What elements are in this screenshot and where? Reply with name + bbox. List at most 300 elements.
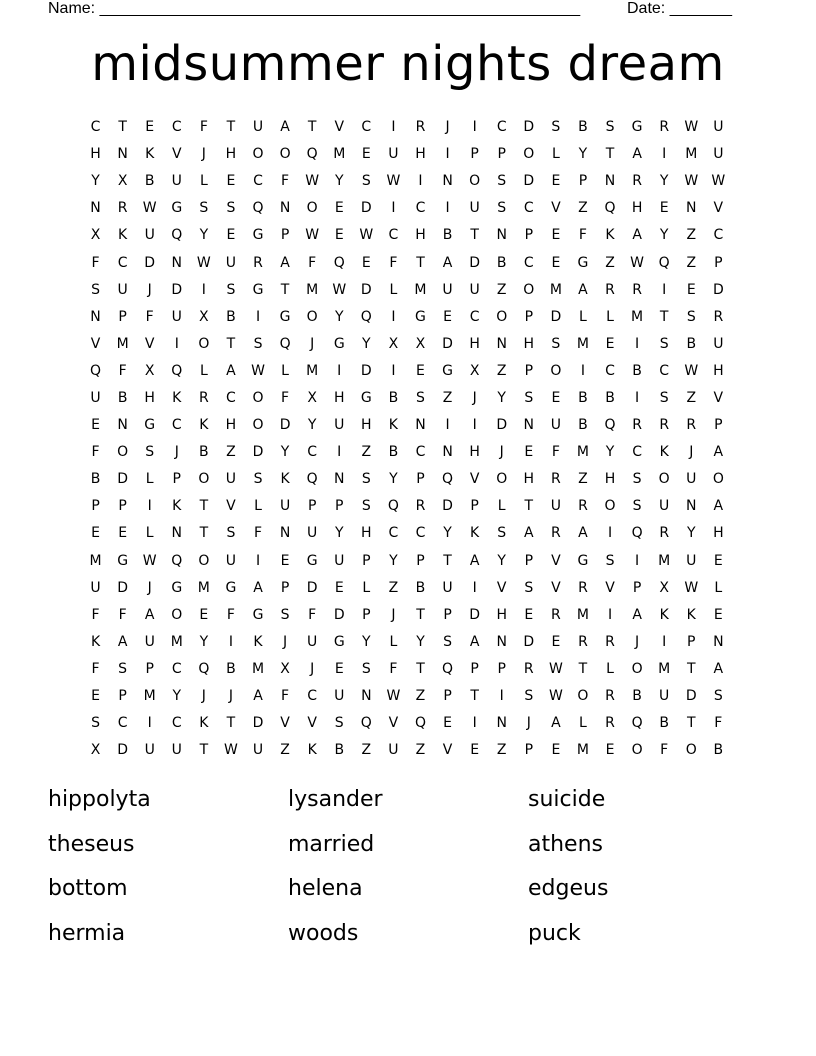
grid-letter: E bbox=[713, 606, 723, 623]
grid-letter: G bbox=[333, 335, 345, 352]
grid-letter: K bbox=[90, 633, 101, 650]
grid-letter: F bbox=[91, 606, 100, 623]
grid-letter: D bbox=[469, 606, 481, 623]
grid-letter: I bbox=[255, 552, 261, 569]
grid-letter: L bbox=[714, 579, 723, 596]
grid-letter: K bbox=[118, 227, 128, 244]
grid-letter: S bbox=[632, 471, 642, 488]
grid-letter: K bbox=[145, 146, 155, 163]
grid-letter: S bbox=[551, 335, 561, 352]
grid-letter: U bbox=[225, 471, 237, 488]
grid-letter: C bbox=[171, 715, 182, 732]
word-list-item: theseus bbox=[48, 831, 135, 857]
grid-letter: P bbox=[172, 471, 181, 488]
grid-letter: S bbox=[361, 498, 371, 515]
grid-letter: Y bbox=[199, 227, 209, 244]
grid-row bbox=[82, 304, 732, 331]
grid-letter: N bbox=[171, 525, 183, 542]
grid-letter: I bbox=[662, 146, 667, 163]
grid-letter: W bbox=[386, 173, 401, 190]
grid-letter: C bbox=[659, 362, 670, 379]
grid-letter: G bbox=[306, 552, 318, 569]
grid-letter: Y bbox=[307, 417, 317, 434]
grid-letter: O bbox=[658, 471, 670, 488]
grid-letter: E bbox=[91, 688, 100, 705]
grid-letter: I bbox=[635, 389, 640, 406]
grid-letter: W bbox=[359, 227, 374, 244]
grid-letter: H bbox=[713, 525, 724, 542]
grid-letter: O bbox=[306, 200, 318, 217]
grid-letter: D bbox=[442, 498, 453, 515]
grid-letter: U bbox=[144, 633, 155, 650]
grid-letter: B bbox=[117, 389, 128, 406]
grid-letter: C bbox=[171, 417, 182, 434]
grid-letter: B bbox=[496, 254, 507, 271]
grid-letter: M bbox=[549, 281, 562, 298]
grid-letter: J bbox=[689, 444, 694, 461]
grid-letter: C bbox=[171, 660, 182, 677]
grid-letter: E bbox=[605, 335, 615, 352]
grid-letter: X bbox=[469, 362, 480, 379]
grid-letter: H bbox=[604, 471, 616, 488]
grid-letter: P bbox=[578, 173, 588, 190]
grid-letter: A bbox=[280, 254, 290, 271]
grid-letter: Y bbox=[443, 525, 452, 542]
grid-letter: Z bbox=[686, 227, 697, 244]
grid-letter: N bbox=[90, 200, 101, 217]
grid-letter: W bbox=[332, 281, 347, 298]
grid-letter: N bbox=[442, 173, 453, 190]
grid-letter: D bbox=[685, 688, 697, 705]
grid-letter: E bbox=[551, 254, 561, 271]
grid-letter: G bbox=[252, 606, 264, 623]
grid-letter: C bbox=[307, 444, 318, 461]
grid-letter: I bbox=[445, 200, 450, 217]
grid-letter: X bbox=[90, 742, 101, 759]
grid-row bbox=[82, 358, 732, 385]
grid-letter: T bbox=[199, 498, 209, 515]
grid-letter: T bbox=[416, 606, 425, 623]
grid-letter: F bbox=[199, 119, 208, 136]
grid-row bbox=[82, 737, 732, 764]
grid-letter: K bbox=[307, 742, 317, 759]
grid-letter: J bbox=[472, 389, 477, 406]
grid-letter: H bbox=[361, 417, 372, 434]
grid-letter: V bbox=[90, 335, 101, 352]
grid-letter: T bbox=[226, 715, 236, 732]
grid-letter: P bbox=[280, 227, 290, 244]
grid-letter: V bbox=[307, 715, 317, 732]
word-list-item: lysander bbox=[288, 787, 383, 813]
grid-letter: F bbox=[91, 254, 100, 271]
grid-letter: O bbox=[496, 308, 508, 325]
grid-letter: E bbox=[551, 389, 561, 406]
grid-letter: U bbox=[659, 688, 670, 705]
grid-letter: W bbox=[305, 227, 320, 244]
grid-letter: D bbox=[469, 254, 481, 271]
grid-row bbox=[82, 466, 732, 493]
grid-letter: V bbox=[605, 579, 615, 596]
grid-letter: V bbox=[551, 552, 561, 569]
grid-letter: N bbox=[496, 335, 507, 352]
grid-letter: S bbox=[497, 525, 507, 542]
grid-letter: X bbox=[199, 308, 209, 325]
grid-letter: R bbox=[605, 281, 615, 298]
grid-letter: E bbox=[659, 200, 669, 217]
grid-letter: N bbox=[90, 308, 101, 325]
grid-letter: Q bbox=[604, 200, 616, 217]
grid-letter: A bbox=[713, 498, 724, 515]
grid-letter: U bbox=[144, 742, 155, 759]
grid-letter: U bbox=[279, 498, 291, 515]
page-title: midsummer nights dream bbox=[91, 36, 725, 92]
grid-letter: E bbox=[524, 606, 534, 623]
grid-letter: D bbox=[550, 308, 562, 325]
grid-letter: T bbox=[199, 525, 209, 542]
grid-letter: O bbox=[117, 444, 129, 461]
grid-letter: K bbox=[172, 389, 182, 406]
grid-letter: B bbox=[686, 335, 697, 352]
grid-letter: L bbox=[497, 498, 506, 515]
grid-letter: I bbox=[472, 417, 477, 434]
grid-letter: F bbox=[714, 715, 723, 732]
grid-letter: J bbox=[445, 119, 450, 136]
grid-letter: F bbox=[578, 227, 587, 244]
grid-letter: R bbox=[551, 525, 561, 542]
grid-letter: Q bbox=[360, 308, 372, 325]
grid-letter: Z bbox=[686, 254, 697, 271]
grid-letter: E bbox=[551, 742, 561, 759]
grid-letter: Y bbox=[497, 552, 506, 569]
grid-letter: S bbox=[91, 281, 100, 298]
grid-letter: A bbox=[226, 362, 236, 379]
grid-letter: O bbox=[306, 308, 318, 325]
grid-letter: X bbox=[307, 389, 317, 406]
grid-letter: E bbox=[334, 200, 344, 217]
grid-letter: P bbox=[687, 633, 696, 650]
grid-letter: O bbox=[198, 552, 210, 569]
grid-letter: M bbox=[116, 335, 129, 352]
grid-letter: U bbox=[686, 552, 697, 569]
grid-letter: T bbox=[470, 227, 479, 244]
grid-row bbox=[82, 195, 732, 222]
grid-letter: W bbox=[305, 173, 320, 190]
grid-letter: P bbox=[524, 308, 534, 325]
grid-letter: J bbox=[310, 660, 315, 677]
grid-letter: W bbox=[251, 362, 265, 379]
grid-letter: B bbox=[388, 444, 399, 461]
grid-row bbox=[82, 331, 732, 358]
grid-letter: L bbox=[199, 173, 208, 190]
grid-letter: U bbox=[713, 335, 724, 352]
grid-letter: J bbox=[526, 715, 531, 732]
grid-letter: R bbox=[415, 119, 426, 136]
word-list-item: edgeus bbox=[528, 876, 609, 902]
grid-letter: I bbox=[635, 552, 640, 569]
grid-letter: L bbox=[145, 525, 154, 542]
grid-letter: G bbox=[279, 308, 291, 325]
grid-letter: E bbox=[280, 552, 290, 569]
grid-letter: Q bbox=[442, 471, 454, 488]
grid-letter: Y bbox=[334, 173, 344, 190]
grid-letter: Z bbox=[415, 742, 426, 759]
grid-letter: I bbox=[391, 119, 396, 136]
grid-letter: T bbox=[280, 281, 290, 298]
grid-letter: M bbox=[197, 579, 210, 596]
word-list-item: helena bbox=[288, 876, 363, 902]
grid-letter: A bbox=[442, 254, 453, 271]
grid-letter: H bbox=[469, 335, 480, 352]
grid-letter: O bbox=[252, 146, 264, 163]
grid-letter: W bbox=[142, 200, 157, 217]
grid-letter: J bbox=[228, 688, 233, 705]
grid-letter: G bbox=[333, 633, 345, 650]
grid-letter: C bbox=[415, 200, 426, 217]
grid-letter: E bbox=[118, 525, 128, 542]
grid-letter: R bbox=[117, 200, 128, 217]
grid-letter: L bbox=[579, 308, 587, 325]
grid-letter: V bbox=[713, 200, 724, 217]
grid-letter: D bbox=[360, 281, 372, 298]
grid-letter: I bbox=[174, 335, 179, 352]
grid-letter: U bbox=[307, 633, 318, 650]
grid-letter: L bbox=[389, 633, 398, 650]
grid-letter: T bbox=[199, 742, 209, 759]
grid-letter: R bbox=[686, 417, 697, 434]
grid-letter: C bbox=[388, 525, 399, 542]
grid-letter: P bbox=[335, 498, 344, 515]
grid-letter: H bbox=[90, 146, 101, 163]
grid-letter: W bbox=[386, 688, 401, 705]
grid-letter: A bbox=[713, 660, 724, 677]
grid-letter: Q bbox=[198, 660, 210, 677]
grid-letter: K bbox=[659, 606, 669, 623]
grid-letter: P bbox=[470, 146, 479, 163]
word-list bbox=[48, 778, 768, 956]
grid-letter: E bbox=[443, 715, 452, 732]
grid-letter: B bbox=[713, 742, 724, 759]
grid-letter: W bbox=[196, 254, 211, 271]
grid-letter: S bbox=[334, 715, 344, 732]
grid-letter: W bbox=[630, 254, 645, 271]
grid-letter: X bbox=[280, 660, 290, 677]
grid-letter: U bbox=[117, 281, 128, 298]
grid-letter: N bbox=[523, 417, 535, 434]
grid-letter: P bbox=[714, 417, 723, 434]
grid-letter: W bbox=[548, 660, 563, 677]
grid-letter: K bbox=[253, 633, 263, 650]
grid-letter: G bbox=[577, 552, 589, 569]
grid-letter: O bbox=[252, 389, 264, 406]
grid-letter: U bbox=[171, 308, 182, 325]
grid-letter: B bbox=[144, 173, 155, 190]
grid-letter: T bbox=[226, 119, 236, 136]
grid-letter: J bbox=[147, 579, 152, 596]
grid-letter: Y bbox=[578, 146, 588, 163]
grid-letter: G bbox=[171, 579, 183, 596]
grid-letter: C bbox=[469, 308, 480, 325]
grid-letter: O bbox=[712, 471, 724, 488]
grid-letter: B bbox=[226, 308, 236, 325]
grid-letter: I bbox=[147, 498, 152, 515]
grid-letter: C bbox=[253, 173, 263, 190]
grid-letter: K bbox=[199, 715, 209, 732]
grid-letter: Y bbox=[659, 227, 669, 244]
grid-letter: C bbox=[605, 362, 615, 379]
grid-letter: Y bbox=[362, 335, 371, 352]
grid-letter: I bbox=[472, 119, 477, 136]
grid-letter: T bbox=[443, 552, 452, 569]
grid-row bbox=[82, 114, 732, 141]
grid-letter: O bbox=[631, 742, 643, 759]
grid-letter: C bbox=[632, 444, 642, 461]
grid-letter: S bbox=[524, 688, 534, 705]
grid-letter: S bbox=[443, 633, 452, 650]
grid-letter: P bbox=[470, 660, 479, 677]
grid-letter: S bbox=[226, 525, 236, 542]
grid-letter: O bbox=[469, 173, 481, 190]
grid-letter: R bbox=[605, 633, 615, 650]
grid-letter: T bbox=[416, 254, 425, 271]
grid-letter: C bbox=[171, 119, 182, 136]
grid-letter: A bbox=[117, 633, 128, 650]
grid-letter: P bbox=[416, 552, 425, 569]
grid-letter: U bbox=[388, 146, 399, 163]
grid-letter: H bbox=[225, 417, 237, 434]
grid-letter: A bbox=[280, 119, 290, 136]
grid-letter: M bbox=[658, 660, 671, 677]
grid-letter: N bbox=[713, 633, 724, 650]
grid-letter: K bbox=[280, 471, 290, 488]
grid-letter: D bbox=[442, 335, 453, 352]
grid-letter: S bbox=[199, 200, 209, 217]
grid-letter: S bbox=[253, 335, 263, 352]
grid-letter: N bbox=[686, 200, 697, 217]
grid-letter: S bbox=[551, 119, 561, 136]
grid-letter: U bbox=[252, 742, 264, 759]
grid-letter: Q bbox=[171, 362, 183, 379]
word-list-item: athens bbox=[528, 831, 603, 857]
grid-letter: N bbox=[442, 444, 453, 461]
grid-letter: U bbox=[225, 552, 237, 569]
grid-letter: S bbox=[226, 200, 236, 217]
grid-letter: R bbox=[551, 606, 561, 623]
grid-letter: H bbox=[415, 227, 426, 244]
grid-letter: U bbox=[713, 119, 724, 136]
grid-letter: F bbox=[551, 444, 560, 461]
grid-letter: P bbox=[632, 579, 642, 596]
grid-letter: P bbox=[497, 660, 506, 677]
grid-row bbox=[82, 548, 732, 575]
grid-letter: E bbox=[470, 742, 480, 759]
grid-letter: M bbox=[414, 281, 427, 298]
grid-letter: T bbox=[578, 660, 588, 677]
grid-letter: Z bbox=[361, 444, 372, 461]
grid-letter: T bbox=[605, 146, 615, 163]
grid-letter: E bbox=[361, 254, 371, 271]
grid-letter: R bbox=[253, 254, 263, 271]
grid-letter: R bbox=[659, 417, 670, 434]
grid-letter: J bbox=[174, 444, 179, 461]
grid-letter: N bbox=[496, 715, 507, 732]
grid-letter: F bbox=[281, 389, 290, 406]
grid-letter: I bbox=[607, 606, 613, 623]
grid-letter: B bbox=[632, 362, 642, 379]
grid-letter: R bbox=[632, 281, 642, 298]
grid-letter: V bbox=[442, 742, 453, 759]
grid-letter: H bbox=[144, 389, 155, 406]
grid-letter: P bbox=[145, 660, 154, 677]
grid-letter: B bbox=[90, 471, 101, 488]
grid-letter: I bbox=[391, 200, 396, 217]
grid-letter: C bbox=[415, 444, 426, 461]
grid-letter: B bbox=[632, 688, 642, 705]
grid-row bbox=[82, 277, 732, 304]
grid-letter: Q bbox=[604, 417, 616, 434]
grid-letter: A bbox=[713, 444, 724, 461]
grid-letter: F bbox=[308, 606, 317, 623]
grid-letter: D bbox=[496, 417, 508, 434]
grid-letter: E bbox=[686, 281, 696, 298]
grid-letter: E bbox=[199, 606, 209, 623]
grid-letter: I bbox=[472, 579, 477, 596]
grid-letter: E bbox=[226, 173, 236, 190]
grid-letter: L bbox=[199, 362, 208, 379]
grid-letter: Q bbox=[171, 227, 183, 244]
grid-letter: G bbox=[577, 254, 589, 271]
grid-letter: N bbox=[334, 471, 345, 488]
grid-row bbox=[82, 249, 732, 276]
grid-letter: Q bbox=[631, 525, 643, 542]
grid-letter: E bbox=[334, 227, 344, 244]
grid-letter: B bbox=[578, 389, 588, 406]
grid-letter: A bbox=[632, 146, 642, 163]
grid-letter: B bbox=[415, 579, 426, 596]
word-list-row bbox=[48, 867, 768, 912]
grid-letter: A bbox=[578, 281, 588, 298]
grid-letter: R bbox=[632, 173, 642, 190]
grid-letter: R bbox=[713, 308, 724, 325]
grid-letter: F bbox=[308, 254, 317, 271]
grid-letter: B bbox=[442, 227, 453, 244]
grid-letter: S bbox=[361, 471, 371, 488]
grid-letter: M bbox=[333, 146, 346, 163]
grid-letter: H bbox=[496, 606, 507, 623]
grid-letter: Z bbox=[388, 579, 399, 596]
grid-letter: X bbox=[415, 335, 426, 352]
name-field-label: Name: ______________________________________________________ bbox=[48, 0, 581, 17]
grid-letter: I bbox=[337, 362, 342, 379]
grid-letter: M bbox=[306, 362, 319, 379]
grid-letter: F bbox=[118, 606, 127, 623]
grid-letter: T bbox=[307, 119, 317, 136]
grid-letter: T bbox=[118, 119, 127, 136]
grid-letter: C bbox=[496, 119, 507, 136]
grid-letter: G bbox=[117, 552, 129, 569]
grid-letter: J bbox=[635, 633, 640, 650]
grid-letter: N bbox=[279, 200, 291, 217]
grid-letter: C bbox=[713, 227, 724, 244]
grid-letter: N bbox=[279, 525, 291, 542]
grid-letter: I bbox=[499, 688, 504, 705]
grid-letter: M bbox=[576, 444, 589, 461]
grid-letter: M bbox=[306, 281, 319, 298]
grid-letter: C bbox=[117, 715, 128, 732]
grid-letter: P bbox=[118, 498, 127, 515]
grid-letter: I bbox=[445, 146, 450, 163]
grid-letter: J bbox=[201, 146, 206, 163]
grid-letter: H bbox=[523, 471, 535, 488]
